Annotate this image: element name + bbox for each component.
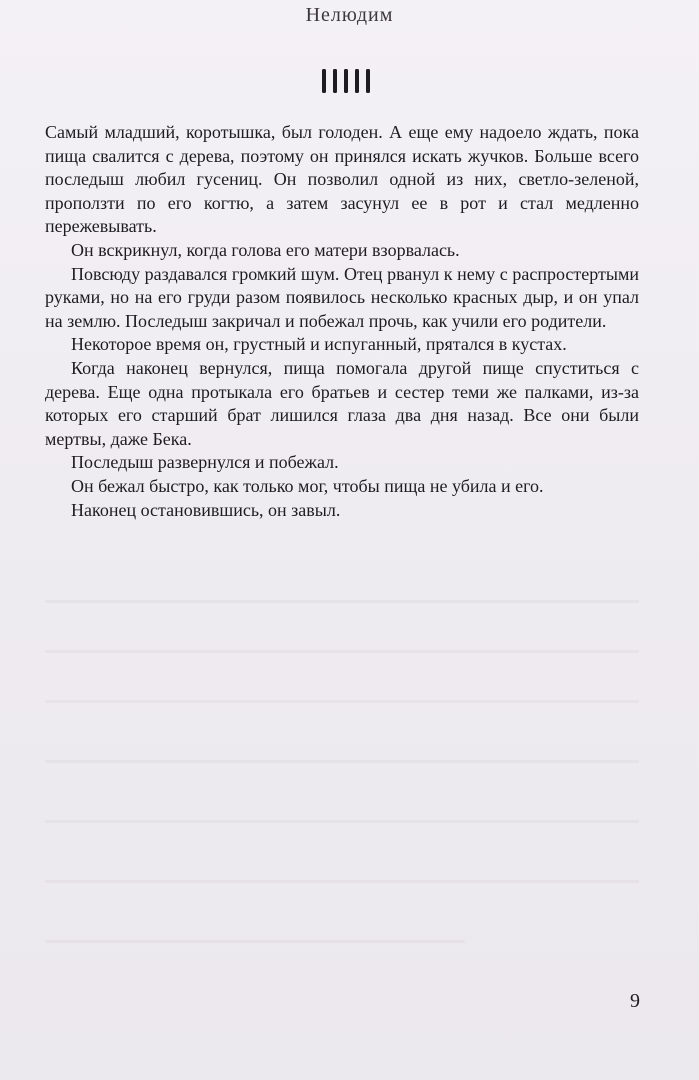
- paragraph: Самый младший, коротышка, был голоден. А еще ему надоело ждать, пока пища свалится с дерева, поэтому он принялся искать жучков. Больше всего последыш любил гусениц. Он позволил одной из них, светло-зеленой, проползти по его когтю, а затем засунул ее в рот и стал медленно пережевывать.: [45, 122, 639, 237]
- show-through-line: [45, 600, 639, 603]
- section-break-ornament: [320, 68, 376, 94]
- paragraph: Последыш развернулся и побежал.: [71, 452, 339, 473]
- show-through-line: [45, 760, 639, 763]
- show-through-line: [45, 650, 639, 653]
- show-through-line: [45, 880, 639, 883]
- running-title: Нелюдим: [305, 4, 394, 26]
- paragraph: Он бежал быстро, как только мог, чтобы пища не убила и его.: [71, 475, 544, 496]
- page-number: 9: [630, 990, 640, 1012]
- show-through-line: [45, 820, 639, 823]
- show-through-line: [45, 940, 465, 943]
- show-through-line: [45, 700, 639, 703]
- paragraph: Повсюду раздавался громкий шум. Отец рванул к нему с распростертыми руками, но на его груди разом появилось несколько красных дыр, и он упал на землю. Последыш закричал и побежал прочь, как учили его родители.: [45, 263, 639, 331]
- chapter-text: [45, 121, 639, 522]
- paragraph: Когда наконец вернулся, пища помогала другой пище спуститься с дерева. Еще одна протыкала его братьев и сестер теми же палками, из-за которых его старший брат лишился глаза два дня назад. Все они были мертвы, даже Бека.: [45, 357, 639, 449]
- paragraph: Он вскрикнул, когда голова его матери взорвалась.: [71, 239, 460, 260]
- paragraph: Наконец остановившись, он завыл.: [71, 499, 341, 520]
- paragraph: Некоторое время он, грустный и испуганный, прятался в кустах.: [71, 334, 567, 355]
